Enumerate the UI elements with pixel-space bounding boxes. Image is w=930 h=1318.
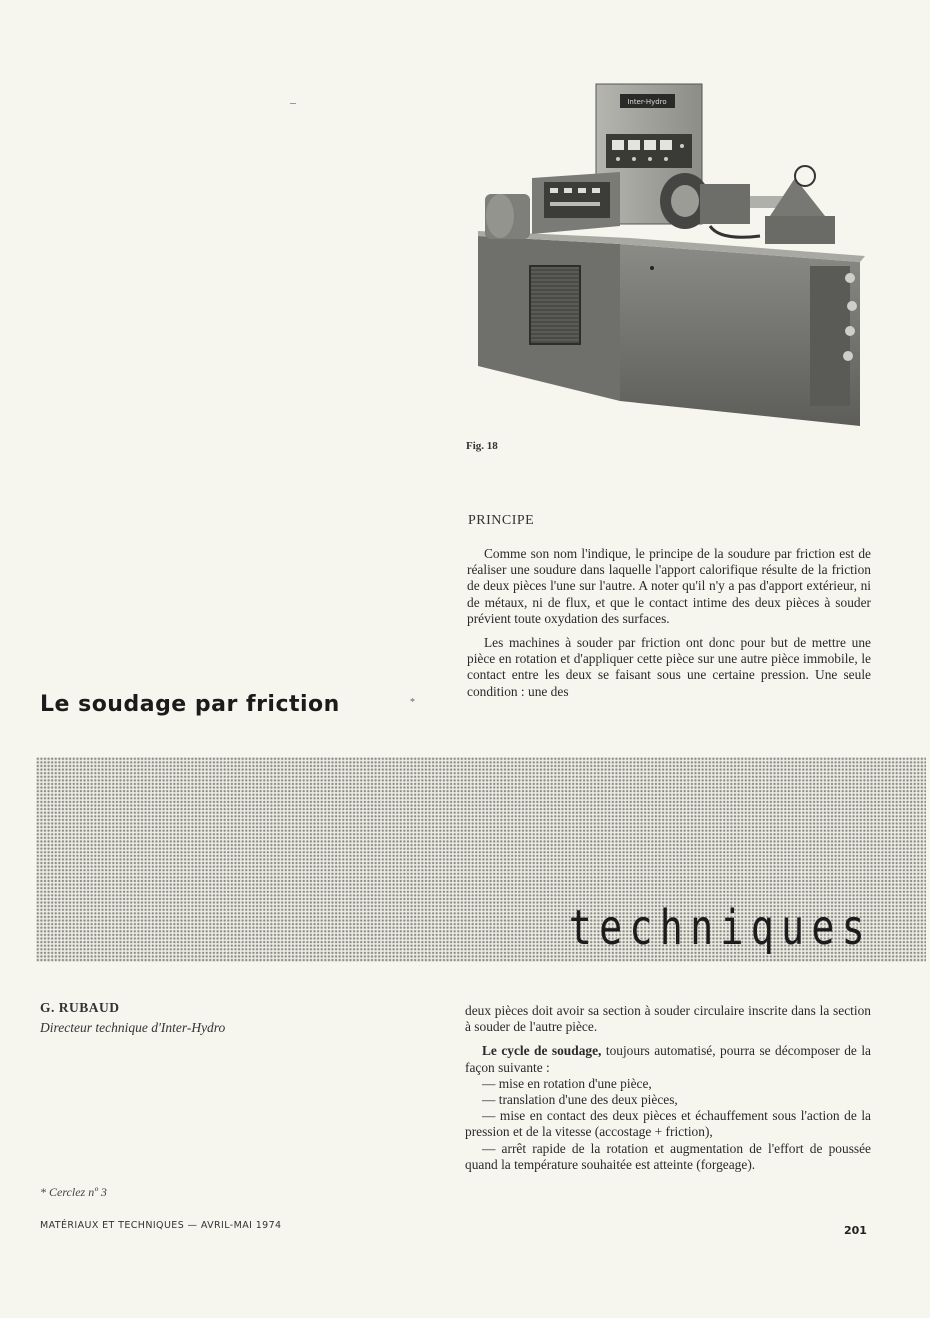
cycle-rest: toujours automatisé, pourra se décomposer de la façon suivante :: [465, 1043, 871, 1075]
list-item: — arrêt rapide de la rotation et augmentation de l'effort de poussée quand la température souhaitée est atteinte (forgeage).: [465, 1140, 871, 1172]
paragraph: Comme son nom l'indique, le principe de la soudure par friction est de réaliser une soudure dans laquelle l'apport calorifique résulte de la friction de deux pièces l'une sur l'autre. A noter qu'il n'y a pas d'apport extérieur, ni de métaux, ni de flux, et que le contact intime des deux pièces à souder prévient toute oxydation des surfaces.: [467, 546, 871, 626]
brand-plate-text: Inter-Hydro: [627, 98, 667, 106]
cycle-lead: Le cycle de soudage,: [482, 1043, 602, 1059]
list-item: — mise en rotation d'une pièce,: [482, 1075, 652, 1091]
list-item: — translation d'une des deux pièces,: [482, 1092, 678, 1108]
article-body-continued: [465, 1003, 871, 1173]
footnote: * Cerclez nº 3: [40, 1185, 107, 1199]
section-word: techniques: [568, 900, 872, 956]
figure-caption: Fig. 18: [466, 440, 498, 452]
print-speck: [290, 103, 296, 104]
paragraph: Les machines à souder par friction ont donc pour but de mettre une pièce en rotation et d'appliquer cette pièce sur une autre pièce immobile, le contact entre les deux se faisant sous une certaine pression. Une seule condition : une des: [467, 635, 871, 699]
paragraph: deux pièces doit avoir sa section à souder circulaire inscrite dans la section à souder de l'autre pièce.: [465, 1003, 871, 1035]
author-role: Directeur technique d'Inter-Hydro: [40, 1020, 226, 1035]
principe-body: [467, 546, 871, 708]
section-heading: PRINCIPE: [468, 513, 535, 528]
list-item: — mise en contact des deux pièces et échauffement sous l'action de la pression et de la vitesse (accostage + friction),: [465, 1108, 871, 1140]
page-number: 201: [844, 1224, 867, 1237]
author-name: G. RUBAUD: [40, 1000, 120, 1015]
article-title: Le soudage par friction: [40, 692, 340, 717]
cycle-paragraph: [465, 1043, 871, 1075]
title-footnote-mark: *: [410, 697, 415, 708]
machine-photo: [470, 66, 874, 436]
journal-footer: MATÉRIAUX ET TECHNIQUES — AVRIL-MAI 1974: [40, 1220, 282, 1231]
